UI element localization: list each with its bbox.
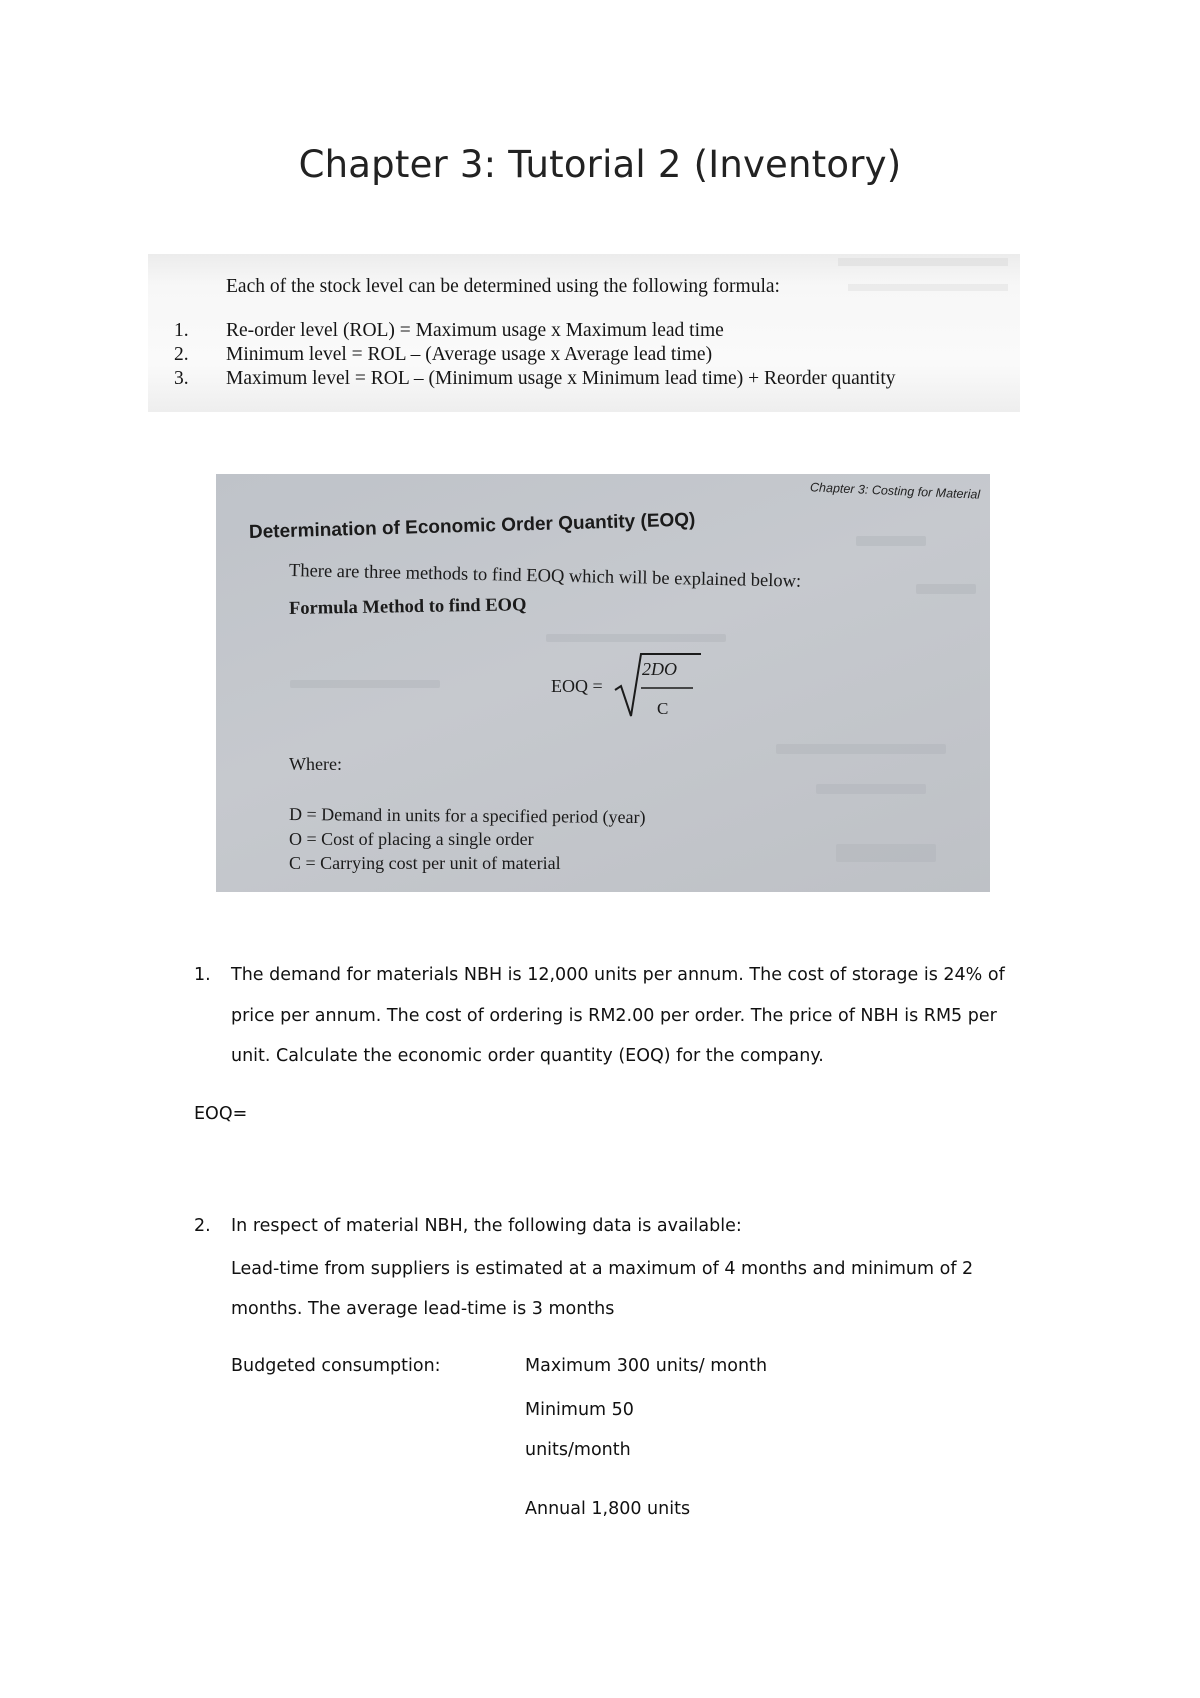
page-title: Chapter 3: Tutorial 2 (Inventory)	[298, 143, 902, 186]
consumption-value: Minimum 50	[525, 1400, 634, 1420]
consumption-value: Maximum 300 units/ month	[525, 1356, 768, 1376]
eoq-intro: There are three methods to find EOQ which will be explained below:	[288, 561, 802, 592]
definition-item: O = Cost of placing a single order	[289, 829, 534, 849]
formula-denominator: C	[657, 699, 669, 718]
answer-label: EOQ=	[194, 1104, 248, 1124]
method-title: Formula Method to find EOQ	[288, 595, 527, 619]
formula-item: 3. Maximum level = ROL – (Minimum usage x Minimum lead time) + Reorder quantity	[174, 368, 896, 389]
formula-excerpt-image	[148, 254, 1020, 412]
question-text: price per annum. The cost of ordering is RM2.00 per order. The price of NBH is RM5 per	[231, 1006, 997, 1026]
question-number: 1.	[194, 965, 211, 985]
formula-item: 2. Minimum level = ROL – (Average usage x Average lead time)	[174, 344, 713, 365]
scan-bleed	[836, 844, 936, 862]
formula-intro: Each of the stock level can be determined using the following formula:	[226, 276, 780, 297]
eoq-formula-label: EOQ =	[551, 676, 603, 696]
definition-item: D = Demand in units for a specified period (year)	[288, 804, 646, 828]
question-text: In respect of material NBH, the following data is available:	[231, 1216, 742, 1236]
scan-bleed	[856, 536, 926, 546]
definition-item: C = Carrying cost per unit of material	[289, 853, 561, 873]
eoq-heading: Determination of Economic Order Quantity (EOQ)	[248, 509, 696, 543]
scan-bleed	[838, 258, 1008, 266]
question-text: Lead-time from suppliers is estimated at a maximum of 4 months and minimum of 2	[231, 1259, 974, 1279]
formula-numerator: 2DO	[642, 659, 677, 679]
consumption-value: units/month	[525, 1440, 631, 1460]
question-text: The demand for materials NBH is 12,000 units per annum. The cost of storage is 24% of	[231, 965, 1005, 985]
consumption-label: Budgeted consumption:	[231, 1356, 441, 1376]
scan-bleed	[290, 680, 440, 688]
scan-bleed	[848, 284, 1008, 291]
scan-bleed	[816, 784, 926, 794]
question-number: 2.	[194, 1216, 211, 1236]
scan-bleed	[546, 634, 726, 642]
question-text: unit. Calculate the economic order quantity (EOQ) for the company.	[231, 1046, 824, 1066]
question-text: months. The average lead-time is 3 months	[231, 1299, 615, 1319]
scan-bleed	[776, 744, 946, 754]
formula-item: 1. Re-order level (ROL) = Maximum usage x Maximum lead time	[174, 320, 724, 341]
eoq-excerpt-image	[216, 474, 990, 892]
scan-bleed	[916, 584, 976, 594]
consumption-value: Annual 1,800 units	[525, 1499, 691, 1519]
where-label: Where:	[289, 754, 342, 774]
chapter-tag: Chapter 3: Costing for Material	[809, 480, 981, 502]
